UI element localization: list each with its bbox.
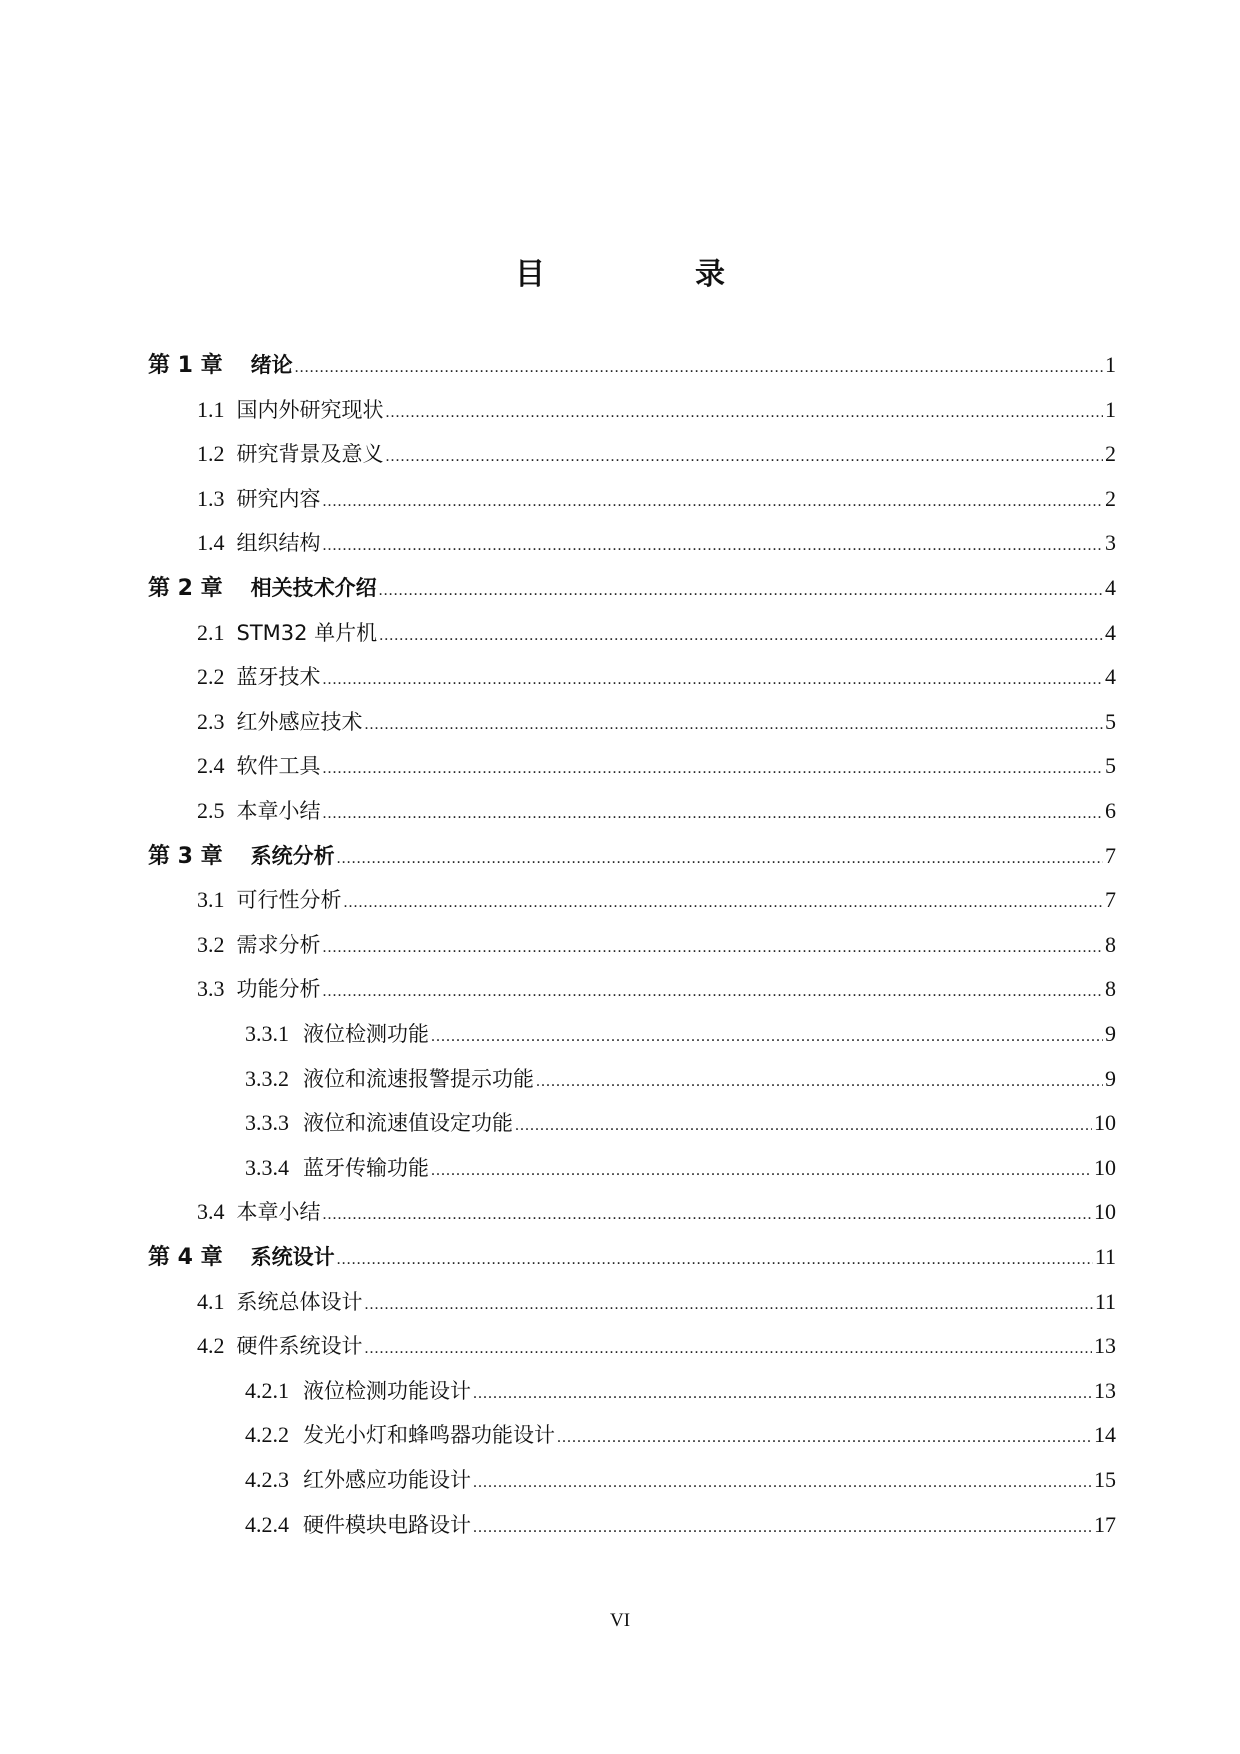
toc-entry-number: 第 2 章 [148,576,223,601]
dot-leader [365,708,1104,742]
dot-leader [323,752,1104,786]
toc-entry-page: 4 [1105,575,1116,600]
toc-entry[interactable] [245,1062,1116,1096]
dot-leader [337,842,1103,876]
toc-entry-number: 第 3 章 [148,843,223,869]
toc-entry-title: STM32 单片机 [236,620,378,645]
toc-entry[interactable] [148,839,1116,873]
toc-entry-number: 4.2.4 [245,1511,289,1537]
toc-entry-title: 本章小结 [236,799,321,823]
dot-leader [379,619,1103,653]
toc-entry-number: 2.2 [197,664,225,690]
toc-entry-number: 2.5 [197,798,225,823]
toc-entry[interactable] [197,482,1116,516]
toc-entry-page: 10 [1094,1154,1116,1180]
toc-entry-number: 3.3.1 [245,1021,289,1046]
toc-entry-page: 2 [1105,441,1116,467]
toc-entry-number: 1.4 [197,530,225,556]
toc-entry-title: 国内外研究现状 [236,397,384,422]
toc-entry-number: 3.4 [197,1199,225,1225]
toc-entry-number: 4.2.2 [245,1422,289,1448]
dot-leader [386,440,1104,474]
toc-entry-page: 15 [1094,1467,1116,1492]
toc-entry-page: 17 [1094,1511,1116,1537]
page-number: VI [609,1610,631,1631]
toc-entry[interactable] [197,526,1116,560]
toc-entry-number: 4.1 [197,1288,225,1314]
toc-entry[interactable] [245,1151,1116,1185]
toc-entry-page: 8 [1105,976,1116,1002]
dot-leader [365,1332,1093,1366]
toc-entry-page: 10 [1094,1199,1116,1225]
dot-leader [323,529,1104,563]
toc-entry-title: 系统设计 [250,1245,335,1269]
toc-entry-title: 系统分析 [250,843,335,868]
toc-entry[interactable] [197,1329,1116,1363]
toc-entry-title: 蓝牙传输功能 [303,1155,429,1180]
toc-entry-title: 液位和流速报警提示功能 [303,1066,534,1091]
toc-entry-title: 红外感应技术 [236,709,363,734]
toc-entry-title: 可行性分析 [236,888,342,913]
toc-entry-number: 2.4 [197,753,225,779]
toc-entry-number: 第 1 章 [148,353,223,378]
toc-entry-number: 1.1 [197,396,225,422]
toc-entry-title: 液位检测功能设计 [303,1378,471,1403]
dot-leader [473,1511,1092,1545]
toc-entry[interactable] [245,1418,1116,1452]
toc-entry-title: 发光小灯和蜂鸣器功能设计 [303,1423,555,1448]
dot-leader [386,396,1104,430]
toc-entry-title: 液位检测功能 [303,1022,429,1046]
toc-entry-number: 1.3 [197,485,225,511]
toc-entry-title: 需求分析 [236,932,321,957]
toc-entry-page: 5 [1105,753,1116,779]
toc-entry[interactable] [148,571,1116,605]
toc-entry-page: 9 [1105,1021,1116,1046]
toc-entry-title: 液位和流速值设定功能 [303,1111,513,1136]
dot-leader [536,1065,1103,1099]
toc-entry[interactable] [245,1463,1116,1497]
toc-entry[interactable] [197,1285,1116,1319]
toc-entry-number: 4.2.3 [245,1467,289,1492]
toc-entry-page: 11 [1094,1244,1116,1269]
toc-entry[interactable] [197,705,1116,739]
toc-entry-title: 绪论 [250,353,293,377]
toc-entry[interactable] [197,883,1116,917]
toc-entry-number: 3.2 [197,931,225,957]
toc-entry-number: 3.3.3 [245,1110,289,1136]
toc-entry-number: 3.1 [197,887,225,913]
toc-entry[interactable] [245,1106,1116,1140]
toc-entry[interactable] [197,660,1116,694]
dot-leader [337,1243,1093,1277]
dot-leader [365,1288,1093,1322]
toc-entry-page: 2 [1105,485,1116,511]
toc-entry-number: 2.3 [197,708,225,734]
toc-entry-title: 系统总体设计 [236,1289,363,1314]
toc-entry[interactable] [197,749,1116,783]
toc-entry-page: 1 [1105,396,1116,422]
toc-entry[interactable] [197,437,1116,471]
toc-entry[interactable] [245,1017,1116,1051]
dot-leader [379,574,1103,608]
toc-entry-title: 红外感应功能设计 [303,1468,471,1492]
dot-leader [557,1421,1092,1455]
toc-entry-page: 7 [1105,887,1116,913]
dot-leader [323,663,1104,697]
toc-entry-page: 9 [1105,1065,1116,1091]
toc-entry-page: 1 [1105,352,1116,377]
toc-entry-title: 硬件模块电路设计 [303,1512,471,1537]
toc-entry-page: 8 [1105,931,1116,957]
toc-entry-title: 蓝牙技术 [236,665,321,690]
toc-entry[interactable] [197,393,1116,427]
toc-entry-page: 11 [1094,1288,1116,1314]
dot-leader [431,1020,1103,1054]
toc-entry-page: 3 [1105,530,1116,556]
toc-entry[interactable] [245,1374,1116,1408]
dot-leader [295,351,1103,385]
toc-entry-number: 3.3 [197,976,225,1002]
toc-entry-number: 4.2.1 [245,1377,289,1403]
toc-entry-page: 4 [1105,664,1116,690]
dot-leader [431,1154,1092,1188]
toc-entry-title: 研究背景及意义 [236,442,384,467]
toc-entry-number: 2.1 [197,619,225,645]
toc-entry-page: 14 [1094,1422,1116,1448]
toc-entry-number: 1.2 [197,441,225,467]
toc-entry-page: 13 [1094,1333,1116,1359]
toc-entry-page: 10 [1094,1110,1116,1136]
dot-leader [515,1109,1092,1143]
toc-entry[interactable] [245,1508,1116,1542]
toc-entry-title: 相关技术介绍 [250,576,377,600]
toc-entry[interactable] [148,348,1116,382]
toc-entry-page: 6 [1105,798,1116,823]
toc-entry-number: 第 4 章 [148,1245,223,1270]
dot-leader [323,485,1104,519]
toc-entry-title: 功能分析 [236,977,321,1002]
toc-entry-number: 3.3.4 [245,1154,289,1180]
page-title: 目 录 [515,257,785,292]
toc-entry-title: 组织结构 [236,531,321,556]
toc-entry-page: 7 [1105,842,1116,868]
toc-entry-page: 13 [1094,1377,1116,1403]
toc-entry[interactable] [197,928,1116,962]
dot-leader [323,1198,1093,1232]
toc-entry[interactable] [197,1195,1116,1229]
toc-entry-title: 硬件系统设计 [236,1334,363,1359]
toc-entry-number: 3.3.2 [245,1065,289,1091]
toc-entry[interactable] [148,1240,1116,1274]
dot-leader [344,886,1104,920]
toc-entry-number: 4.2 [197,1333,225,1359]
dot-leader [323,975,1104,1009]
toc-entry-title: 研究内容 [236,486,321,511]
toc-entry[interactable] [197,794,1116,828]
toc-entry[interactable] [197,972,1116,1006]
toc-entry-page: 5 [1105,708,1116,734]
toc-entry[interactable] [197,616,1116,650]
dot-leader [473,1466,1092,1500]
toc-entry-title: 软件工具 [236,754,321,779]
toc-entry-page: 4 [1105,619,1116,645]
dot-leader [323,797,1104,831]
toc-entry-title: 本章小结 [236,1200,321,1225]
dot-leader [473,1377,1092,1411]
dot-leader [323,931,1104,965]
